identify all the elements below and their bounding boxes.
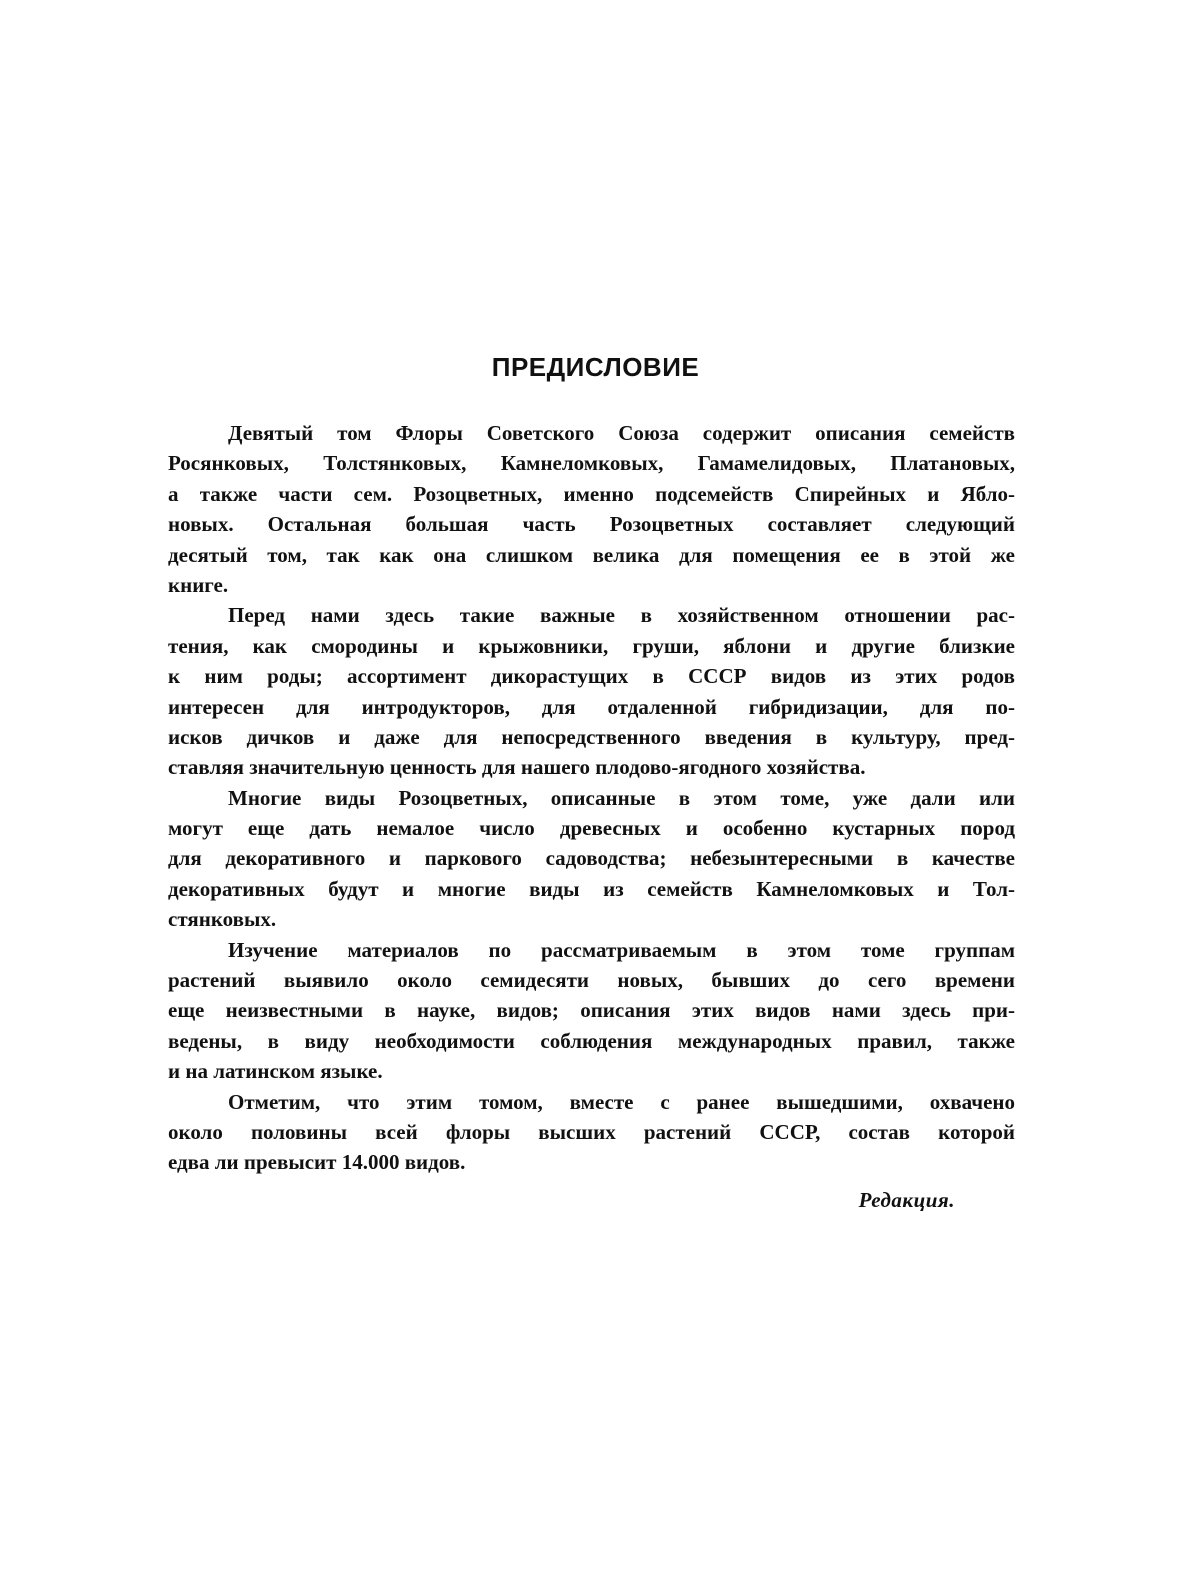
paragraph-2-line-4: интересен для интродукторов, для отдаленной гибридизации, для по- <box>168 694 1015 719</box>
paragraph-5-line-1: Отметим, что этим томом, вместе с ранее вышедшими, охвачено <box>228 1089 1015 1114</box>
paragraph-5-line-2: около половины всей флоры высших растений СССР, состав которой <box>168 1119 1015 1144</box>
page-title: ПРЕДИСЛОВИЕ <box>491 352 700 382</box>
editorial-signature: Редакция. <box>858 1188 955 1212</box>
paragraph-2-line-2: тения, как смородины и крыжовники, груши, яблони и другие близкие <box>168 633 1015 658</box>
paragraph-4-line-1: Изучение материалов по рассматриваемым в этом томе группам <box>228 937 1015 962</box>
paragraph-1-line-5: десятый том, так как она слишком велика для помещения ее в этой же <box>168 542 1015 567</box>
paragraph-1-line-6: книге. <box>168 572 229 597</box>
paragraph-2-line-1: Перед нами здесь такие важные в хозяйственном отношении рас- <box>228 603 1015 628</box>
paragraph-1-line-4: новых. Остальная большая часть Розоцветных составляет следующий <box>168 512 1015 537</box>
paragraph-3-line-1: Многие виды Розоцветных, описанные в этом томе, уже дали или <box>228 785 1015 810</box>
paragraph-2-line-3: к ним роды; ассортимент дикорастущих в СССР видов из этих родов <box>168 664 1015 689</box>
paragraph-3-line-4: декоративных будут и многие виды из семейств Камнеломковых и Тол- <box>168 876 1015 901</box>
paragraph-2-line-6: ставляя значительную ценность для нашего плодово-ягодного хозяйства. <box>168 755 866 780</box>
paragraph-1-line-3: а также части сем. Розоцветных, именно подсемейств Спирейных и Ябло- <box>168 481 1015 506</box>
paragraph-1-line-2: Росянковых, Толстянковых, Камнеломковых, Гамамелидовых, Платановых, <box>168 451 1015 476</box>
paragraph-4-line-3: еще неизвестными в науке, видов; описания этих видов нами здесь при- <box>168 998 1015 1023</box>
preface-body <box>168 418 1015 1178</box>
paragraph-5-line-3: едва ли превысит 14.000 видов. <box>168 1150 466 1175</box>
paragraph-2-line-5: исков дичков и даже для непосредственного введения в культуру, пред- <box>168 724 1015 749</box>
paragraph-4-line-2: растений выявило около семидесяти новых, бывших до сего времени <box>168 968 1015 993</box>
paragraph-4-line-5: и на латинском языке. <box>168 1059 383 1084</box>
paragraph-1-line-1: Девятый том Флоры Советского Союза содержит описания семейств <box>228 421 1015 445</box>
paragraph-4-line-4: ведены, в виду необходимости соблюдения международных правил, также <box>168 1028 1015 1053</box>
paragraph-3-line-5: стянковых. <box>168 907 277 932</box>
paragraph-3-line-3: для декоративного и паркового садоводства; небезынтересными в качестве <box>168 846 1015 871</box>
paragraph-3-line-2: могут еще дать немалое число древесных и особенно кустарных пород <box>168 816 1015 841</box>
